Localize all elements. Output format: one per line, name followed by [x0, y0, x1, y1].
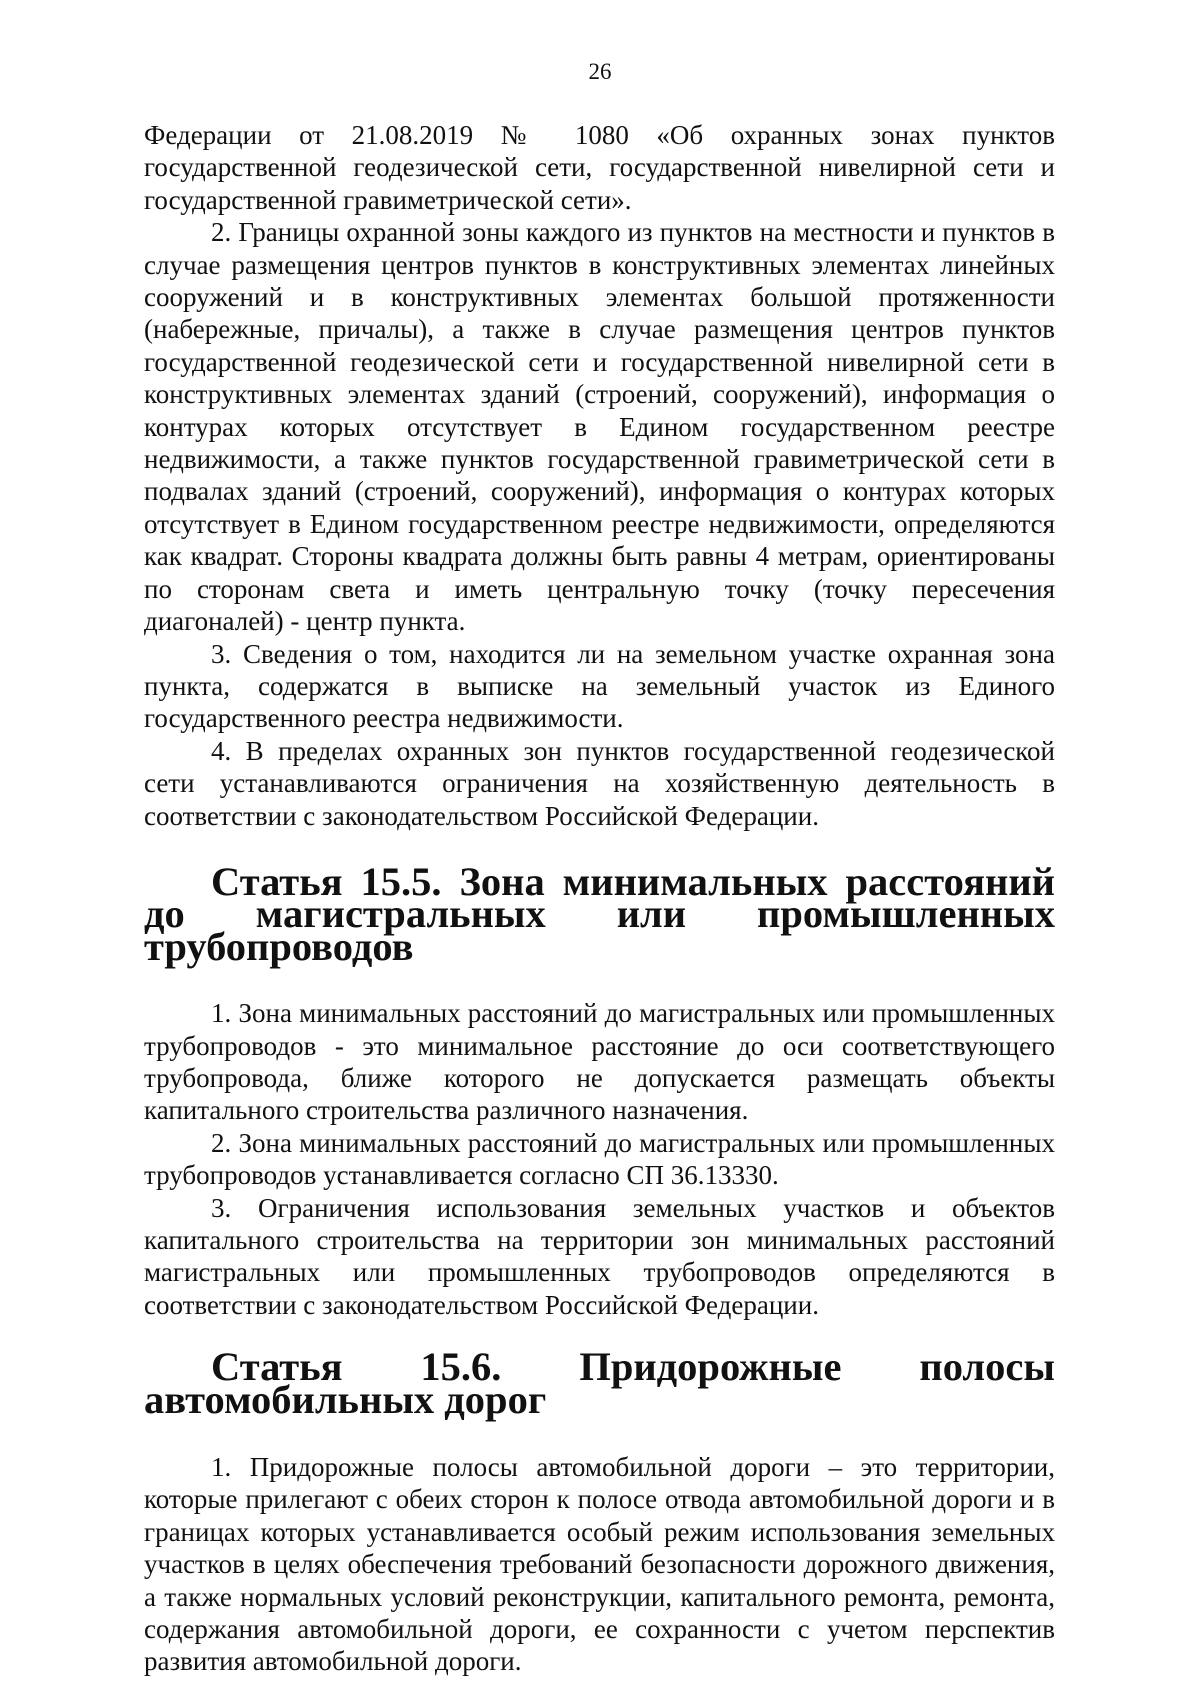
- intro-paragraph: Федерации от 21.08.2019 № 1080 «Об охранных зонах пунктов государственной геодезической сети, государственной нивелирной сети и государственной гравиметрической сети».: [144, 120, 1055, 215]
- article-15-5-heading: Статья 15.5. Зона минимальных расстояний до магистральных или промышленных трубопроводов: [144, 858, 1055, 969]
- section-15-4-item-4: 4. В пределах охранных зон пунктов государственной геодезической сети устанавливаются ограничения на хозяйственную деятельность в соответствии с законодательством Российской Федерации.: [144, 735, 1055, 831]
- article-15-6-heading: Статья 15.6. Придорожные полосы автомобильных дорог: [144, 1344, 1055, 1422]
- article-15-5-item-3: 3. Ограничения использования земельных участков и объектов капитального строительства на территории зон минимальных расстояний магистральных или промышленных трубопроводов определяются в соответствии с законодательством Российской Федерации.: [144, 1192, 1055, 1320]
- article-15-5-item-1: 1. Зона минимальных расстояний до магистральных или промышленных трубопроводов - это минимальное расстояние до оси соответствующего трубопровода, ближе которого не допускается размещать объекты капитального строительства различного назначения.: [144, 998, 1055, 1126]
- page-number: 26: [588, 59, 612, 84]
- article-15-5-item-2: 2. Зона минимальных расстояний до магистральных или промышленных трубопроводов устанавливается согласно СП 36.13330.: [144, 1127, 1055, 1191]
- article-15-6-item-1: 1. Придорожные полосы автомобильной дороги – это территории, которые прилегают с обеих сторон к полосе отвода автомобильной дороги и в границах которых устанавливается особый режим использования земельных участков в целях обеспечения требований безопасности дорожного движения, а также нормальных условий реконструкции, капитального ремонта, ремонта, содержания автомобильной дороги, ее сохранности с учетом перспектив развития автомобильной дороги.: [144, 1452, 1055, 1677]
- document-body: [144, 119, 1055, 1678]
- section-15-4-item-3: 3. Сведения о том, находится ли на земельном участке охранная зона пункта, содержатся в выписке на земельный участок из Единого государственного реестра недвижимости.: [144, 638, 1055, 734]
- section-15-4-item-2: 2. Границы охранной зоны каждого из пунктов на местности и пунктов в случае размещения центров пунктов в конструктивных элементах линейных сооружений и в конструктивных элементах большой протяженности (набережные, причалы), а также в случае размещения центров пунктов государственной геодезической сети и государственной нивелирной сети в конструктивных элементах зданий (строений, сооружений), информация о контурах которых отсутствует в Едином государственном реестре недвижимости, а также пунктов государственной гравиметрической сети в подвалах зданий (строений, сооружений), информация о контурах которых отсутствует в Едином государственном реестре недвижимости, определяются как квадрат. Стороны квадрата должны быть равны 4 метрам, ориентированы по сторонам света и иметь центральную точку (точку пересечения диагоналей) - центр пункта.: [144, 217, 1055, 637]
